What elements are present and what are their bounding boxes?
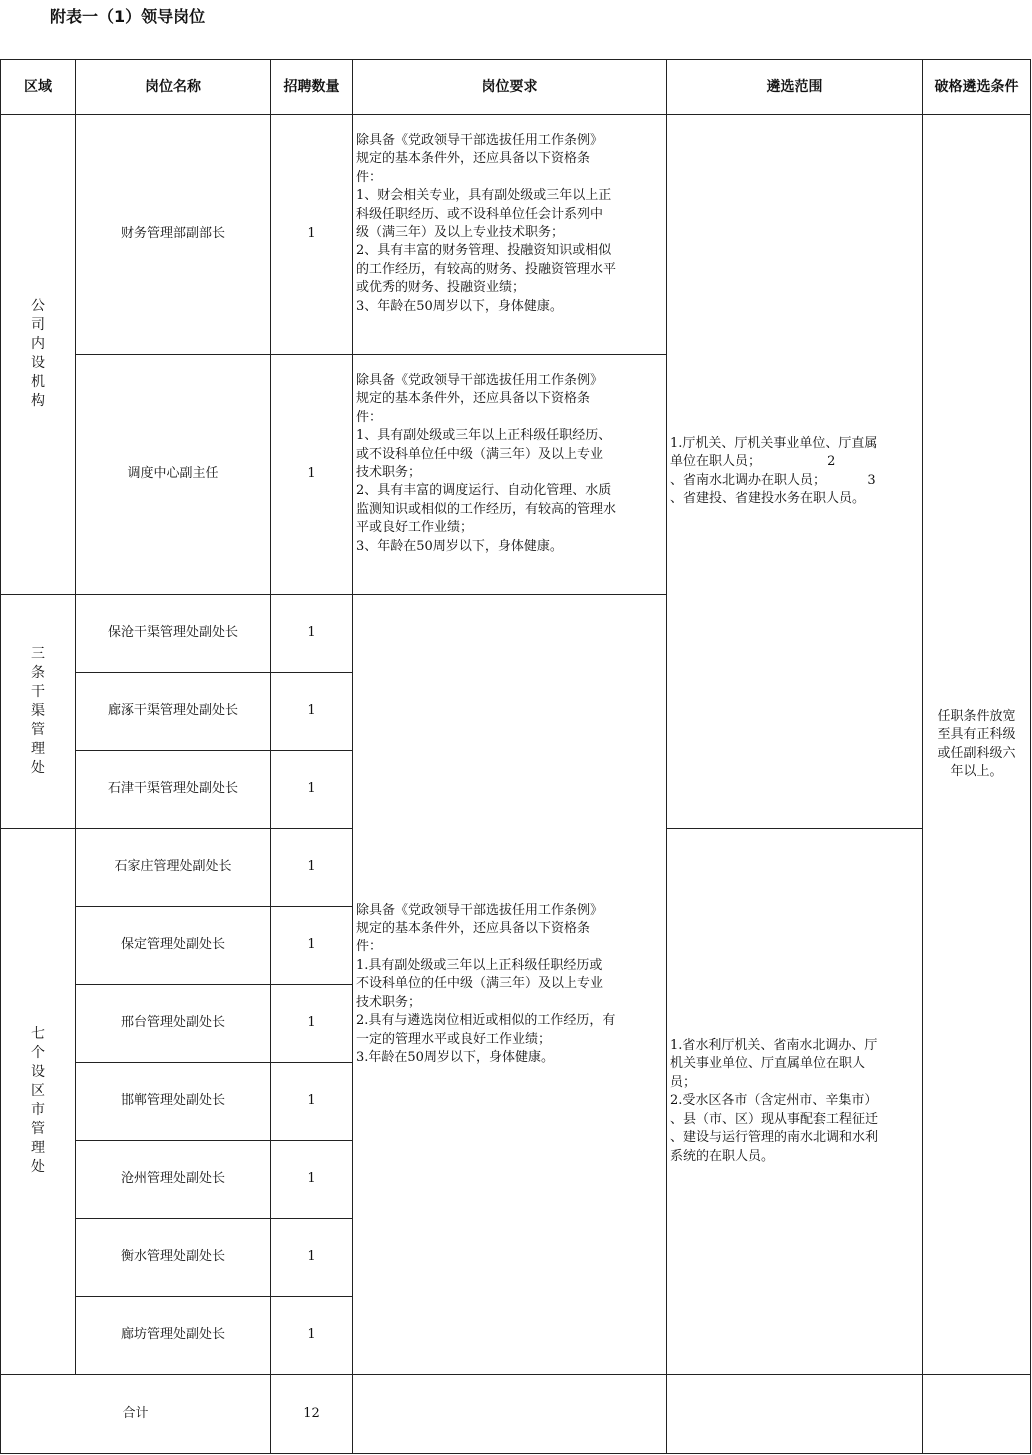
req-line: 除具备《党政领导干部选拔任用工作条例》: [356, 902, 604, 918]
req-line: 件：: [356, 409, 383, 425]
position-cell: 邯郸管理处副处长: [76, 1063, 271, 1141]
count-cell: 1: [271, 1141, 353, 1219]
total-requirements-empty: [353, 1375, 667, 1454]
req-line: 2.具有与遴选岗位相近或相似的工作经历，有: [356, 1013, 616, 1029]
positions-table: [0, 59, 1031, 1454]
req-line: 不设科单位的任中级（满三年）及以上专业: [356, 976, 604, 992]
req-line: 2、具有丰富的财务管理、投融资知识或相似: [356, 243, 612, 259]
requirements-cell: [353, 115, 667, 355]
header-count: 招聘数量: [271, 60, 353, 115]
header-position: 岗位名称: [76, 60, 271, 115]
req-line: 件：: [356, 169, 383, 185]
header-region: 区域: [1, 60, 76, 115]
special-line: 任职条件放宽: [937, 708, 1016, 724]
scope-line: 2.受水区各市（含定州市、辛集市）: [670, 1093, 878, 1109]
region-cell: [1, 115, 76, 595]
total-special-empty: [923, 1375, 1031, 1454]
scope-line: 系统的在职人员。: [670, 1148, 775, 1164]
req-line: 除具备《党政领导干部选拔任用工作条例》: [356, 373, 604, 388]
scope-line: 1.厅机关、厅机关事业单位、厅直属: [670, 435, 878, 451]
position-cell: 邢台管理处副处长: [76, 985, 271, 1063]
document-title: 附表一（1）领导岗位: [50, 7, 206, 26]
count-cell: 1: [271, 355, 353, 595]
count-cell: 1: [271, 829, 353, 907]
count-cell: 1: [271, 1219, 353, 1297]
position-cell: 衡水管理处副处长: [76, 1219, 271, 1297]
req-line: 1、具有副处级或三年以上正科级任职经历、: [356, 428, 612, 444]
special-line: 或任副科级六: [937, 745, 1016, 761]
total-scope-empty: [667, 1375, 923, 1454]
total-label: 合计: [1, 1375, 271, 1454]
count-cell: 1: [271, 1063, 353, 1141]
position-cell: 保沧干渠管理处副处长: [76, 595, 271, 673]
req-line: 一定的管理水平或良好工作业绩；: [356, 1031, 552, 1047]
position-cell: 财务管理部副部长: [76, 115, 271, 355]
req-line: 级（满三年）及以上专业技术职务；: [356, 225, 565, 241]
total-count: 12: [271, 1375, 353, 1454]
req-line: 1、财会相关专业，具有副处级或三年以上正: [356, 188, 612, 204]
req-line: 规定的基本条件外，还应具备以下资格条: [356, 391, 591, 407]
region-cell: [1, 829, 76, 1375]
req-line: 规定的基本条件外，还应具备以下资格条: [356, 151, 591, 167]
req-line: 或不设科单位任中级（满三年）及以上专业: [356, 446, 604, 462]
scope-line: 、建设与运行管理的南水北调和水利: [670, 1130, 879, 1146]
special-line: 年以上。: [950, 764, 1003, 779]
position-cell: 廊涿干渠管理处副处长: [76, 673, 271, 751]
region-cell: [1, 595, 76, 829]
position-cell: 调度中心副主任: [76, 355, 271, 595]
req-line: 监测知识或相似的工作经历，有较高的管理水: [356, 501, 617, 517]
req-line: 或优秀的财务、投融资业绩；: [356, 280, 526, 296]
position-cell: 保定管理处副处长: [76, 907, 271, 985]
req-line: 3、年龄在50周岁以下，身体健康。: [356, 298, 563, 314]
req-line: 1.具有副处级或三年以上正科级任职经历或: [356, 957, 603, 973]
req-line: 技术职务；: [356, 994, 422, 1010]
header-requirements: 岗位要求: [353, 60, 667, 115]
region-label: 公司内设机构: [31, 298, 45, 410]
header-scope: 遴选范围: [667, 60, 923, 115]
scope-line: 、省建投、省建投水务在职人员。: [670, 490, 866, 506]
count-cell: 1: [271, 115, 353, 355]
position-cell: 石家庄管理处副处长: [76, 829, 271, 907]
req-line: 3.年龄在50周岁以下，身体健康。: [356, 1049, 554, 1065]
scope-cell: [667, 829, 923, 1375]
special-condition-cell: [923, 115, 1031, 1375]
scope-line: 、县（市、区）现从事配套工程征迁: [670, 1111, 879, 1127]
header-row: [1, 60, 1031, 115]
count-cell: 1: [271, 673, 353, 751]
req-line: 除具备《党政领导干部选拔任用工作条例》: [356, 133, 604, 148]
req-line: 规定的基本条件外，还应具备以下资格条: [356, 921, 591, 937]
req-line: 技术职务；: [356, 465, 422, 481]
count-cell: 1: [271, 1297, 353, 1375]
count-cell: 1: [271, 985, 353, 1063]
count-cell: 1: [271, 595, 353, 673]
scope-line: 、省南水北调办在职人员； 3: [670, 472, 876, 488]
total-row: [1, 1375, 1031, 1454]
scope-line: 员；: [670, 1074, 697, 1090]
region-label: 七个设区市管理处: [31, 1026, 45, 1176]
scope-cell: [667, 115, 923, 829]
scope-line: 1.省水利厅机关、省南水北调办、厅: [670, 1038, 878, 1054]
count-cell: 1: [271, 751, 353, 829]
region-label: 三条干渠管理处: [31, 645, 45, 776]
req-line: 2、具有丰富的调度运行、自动化管理、水质: [356, 483, 612, 499]
header-special: 破格遴选条件: [923, 60, 1031, 115]
count-cell: 1: [271, 907, 353, 985]
req-line: 平或良好工作业绩；: [356, 520, 474, 536]
scope-line: 单位在职人员； 2: [670, 454, 836, 470]
req-line: 的工作经历，有较高的财务、投融资管理水平: [356, 261, 617, 277]
position-cell: 石津干渠管理处副处长: [76, 751, 271, 829]
special-line: 至具有正科级: [937, 727, 1016, 742]
req-line: 件：: [356, 939, 383, 955]
req-line: 科级任职经历、或不设科单位任会计系列中: [356, 206, 604, 222]
scope-line: 机关事业单位、厅直属单位在职人: [670, 1056, 866, 1072]
position-cell: 沧州管理处副处长: [76, 1141, 271, 1219]
req-line: 3、年龄在50周岁以下，身体健康。: [356, 538, 563, 554]
requirements-cell: [353, 355, 667, 595]
requirements-cell: [353, 595, 667, 1375]
position-cell: 廊坊管理处副处长: [76, 1297, 271, 1375]
table-row: [1, 115, 1031, 355]
